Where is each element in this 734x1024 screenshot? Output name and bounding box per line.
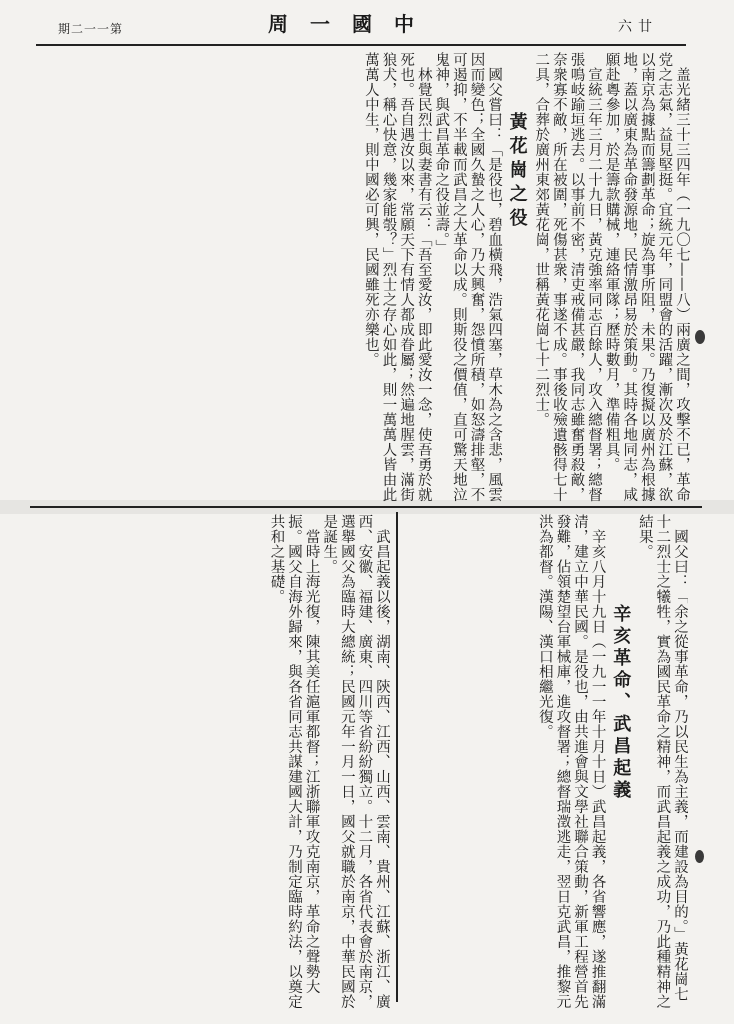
section-divider-rule (30, 506, 702, 508)
paragraph: 辛亥八月十九日（一九一一年十月十日）武昌起義，各省響應，遂推翻滿清，建立中華民國。是役也，由共進會與文學社聯合策動，新軍工程營首先發難，佔領楚望台軍械庫，進攻督署；總督瑞澂逃走，翌日克武昌，推黎元洪為都督。漢陽、漢口相繼光復。 (536, 514, 606, 1009)
issue-number: 期二一一第 (58, 22, 124, 36)
section-heading: 黃花崗之役 (506, 112, 528, 232)
paragraph: 當時上海光復，陳其美任滬軍都督；江浙聯軍攻克南京，革命之聲勢大振。國父自海外歸來，與各省同志共謀建國大計，乃制定臨時約法，以奠定共和之基礎。 (268, 514, 320, 1009)
article-body-lower-right (388, 514, 688, 1009)
binding-hole-mark (695, 850, 704, 863)
header-rule (36, 44, 686, 46)
publication-title: 周一國中 (268, 12, 436, 36)
section-heading: 辛亥革命、武昌起義 (610, 604, 632, 802)
paragraph: 盖光緒三十三四年（一九〇七——八）兩廣之間，攻擊不已，革命党之志氣，益見堅挺。宜統元年，同盟會的活躍，漸次及於江蘇，欲以南京為據點而籌劃革命；旋為事所阻，未果。乃復擬以廣州為根據地，蓋以廣東為革命發源地，民情激昂易於策動。其時各地同志，咸願赴粵參加，於是籌款購械，連絡軍隊；歷時數月，準備粗具。 (603, 52, 690, 502)
paragraph: 武昌起義以後，湖南、陝西、江西、山西、雲南、貴州、江蘇、浙江、廣西、安徽、福建、廣東、四川等省紛紛獨立。十二月，各省代表會於南京，選舉國父為臨時大總統；民國元年一月一日，國父就職於南京，中華民國於是誕生。 (321, 514, 390, 1009)
paragraph: 國父嘗曰：「是役也，碧血橫飛，浩氣四塞，草木為之含悲，風雲因而變色；全國久蟄之人心，乃大興奮，怨憤所積，如怒濤排壑，不可遏抑，不半載而武昌之大革命以成。則斯役之價值，直可驚天地泣鬼神，與武昌革命之役並壽。」 (433, 52, 503, 502)
paragraph: 國父曰：「余之從事革命，乃以民生為主義，而建設為目的。」黃花崗七十二烈士之犧牲，實為國民革命之精神，而武昌起義之成功，乃此種精神之結果。 (636, 514, 688, 1009)
binding-hole-mark (695, 330, 705, 344)
page-number: 六廿 (618, 19, 658, 35)
paragraph: 林覺民烈士與妻書有云：「吾至愛汝，即此愛汝一念，使吾勇於就死也。吾自遇汝以來，常願天下有情人都成眷屬；然遍地腥雲，滿街狼犬，稱心快意，幾家能彀？」烈士之存心如此，則一萬萬人皆由此萬萬人中生，則中國必可興，民國雖死亦樂也。 (362, 52, 432, 502)
article-body-upper (50, 52, 690, 502)
article-body-lower-left (40, 514, 390, 1009)
paragraph: 宣統三年三月二十九日，黃克強率同志百餘人，攻入總督署；總督張鳴岐踰垣逃去。以事前不密，清吏戒備甚嚴，我同志雖奮勇殺敵，奈衆寡不敵，所在被圍，死傷甚衆，事遂不成。事後收殮遺骸得七十二具，合葬於廣州東郊黃花崗，世稱黃花崗七十二烈士。 (533, 52, 603, 502)
